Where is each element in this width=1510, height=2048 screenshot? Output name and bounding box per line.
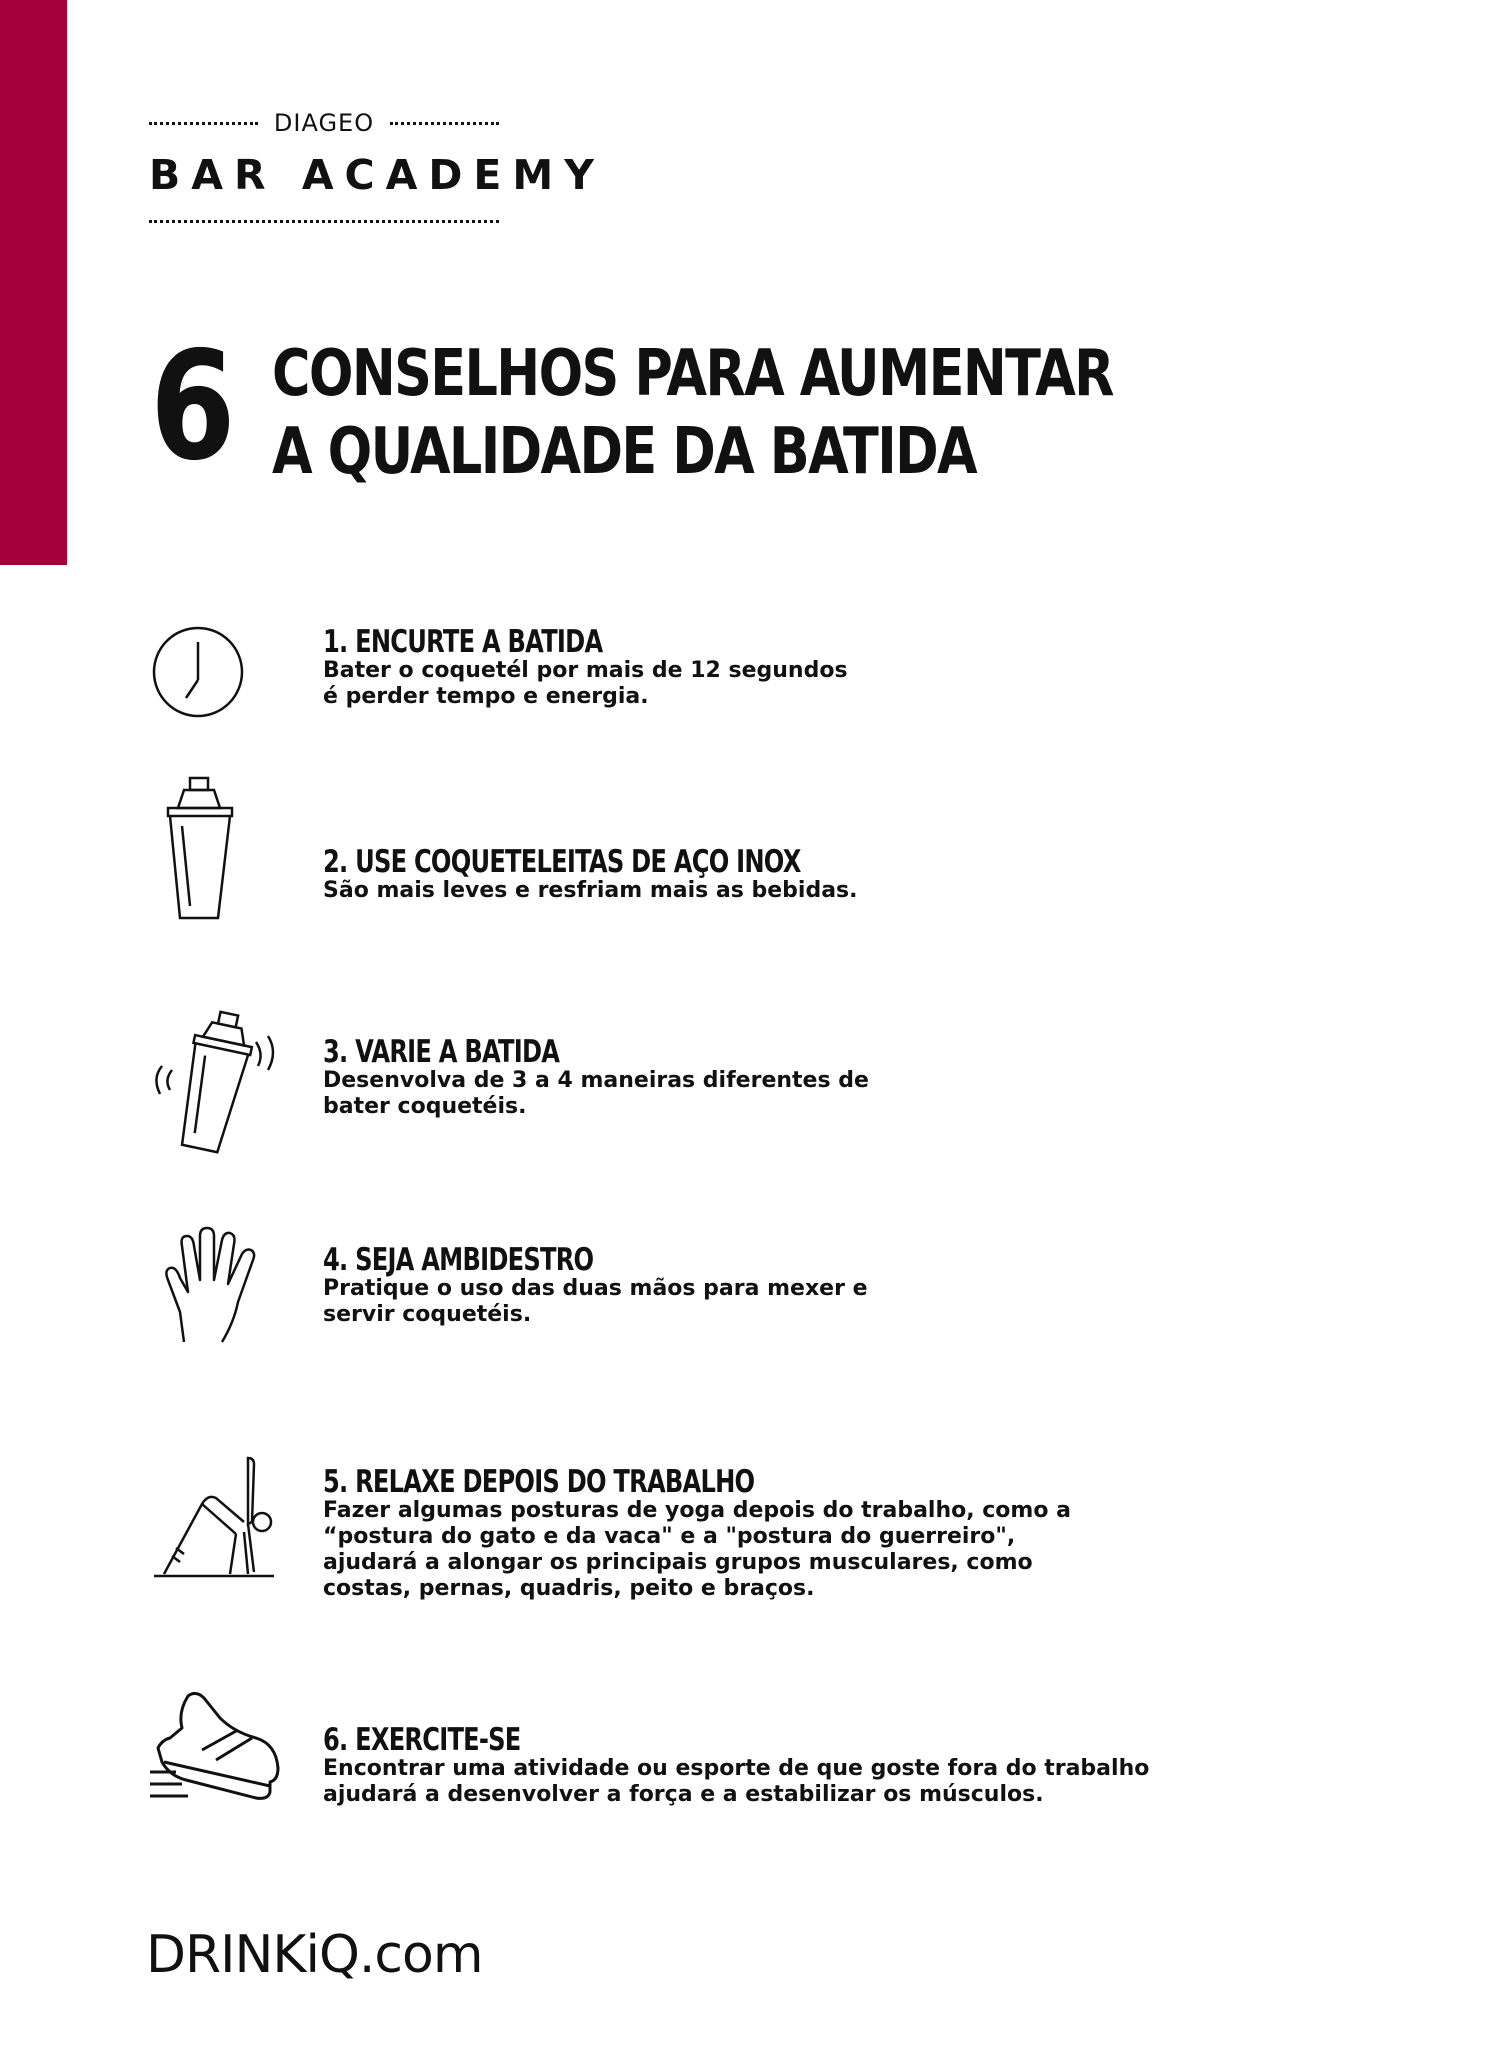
shaking-shaker-icon: [144, 1006, 284, 1156]
drinkiq-logo: [146, 1920, 482, 1990]
page-title: [272, 335, 1113, 491]
footer-site-label: DRINKiQ.com: [146, 1925, 483, 1985]
cocktail-shaker-icon: [160, 774, 240, 924]
tip-description: Encontrar uma atividade ou esporte de que goste fora do trabalho ajudará a desenvolver a força e a estabilizar os músculos.: [323, 1756, 1150, 1807]
accent-bar: [0, 0, 67, 565]
page-title-line-1: CONSELHOS PARA AUMENTAR: [272, 337, 1113, 411]
tip-description: Desenvolva de 3 a 4 maneiras diferentes de bater coquetéis.: [323, 1068, 869, 1119]
tip-title: 3. VARIE A BATIDA: [323, 1034, 560, 1070]
bar-academy-logo: [149, 104, 605, 223]
tip-title: 2. USE COQUETELEITAS DE AÇO INOX: [323, 844, 801, 880]
tip-description: Pratique o uso das duas mãos para mexer e servir coquetéis.: [323, 1276, 868, 1327]
tip-description: Fazer algumas posturas de yoga depois do trabalho, como a “postura do gato e da vaca" e a "postura do guerreiro", ajudará a alongar os principais grupos musculares, como costas, pernas, quadris, peito e braços.: [323, 1498, 1071, 1601]
yoga-pose-icon: [150, 1452, 280, 1582]
tip-description: Bater o coquetél por mais de 12 segundos é perder tempo e energia.: [323, 658, 848, 709]
logo-brand-name: BAR ACADEMY: [149, 151, 605, 199]
tip-title: 5. RELAXE DEPOIS DO TRABALHO: [323, 1464, 755, 1500]
running-shoe-icon: [146, 1688, 286, 1808]
hand-icon: [160, 1226, 270, 1346]
tip-title: 1. ENCURTE A BATIDA: [323, 624, 603, 660]
clock-icon: [150, 624, 246, 720]
tip-title: 6. EXERCITE-SE: [323, 1722, 521, 1758]
tip-title: 4. SEJA AMBIDESTRO: [323, 1242, 594, 1278]
tip-description: São mais leves e resfriam mais as bebidas.: [323, 878, 858, 903]
page-title-line-2: A QUALIDADE DA BATIDA: [272, 415, 976, 489]
headline-number: 6: [150, 320, 236, 494]
logo-parent-brand: DIAGEO: [273, 109, 375, 137]
